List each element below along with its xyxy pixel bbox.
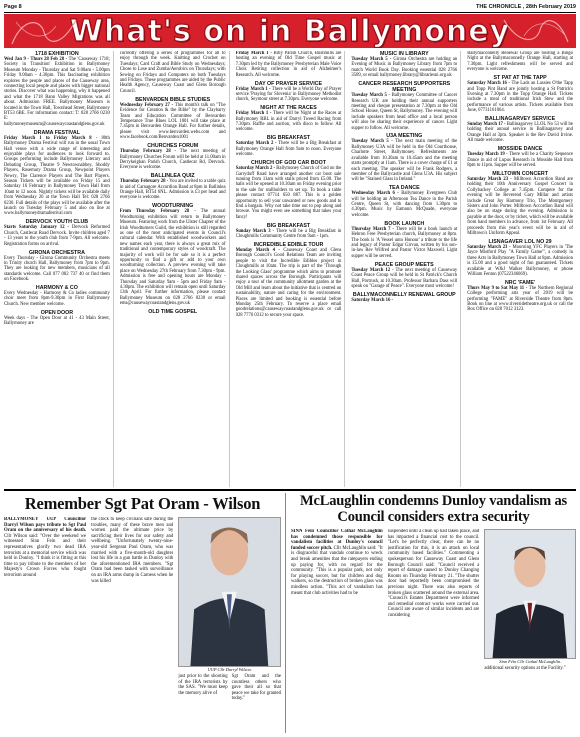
events-column — [236, 51, 346, 487]
event-date: Sunday March 17 - — [467, 122, 506, 128]
event-body: There will be a Charity Sequence Dance in aid of Lupus Research in Mosside Hall from 8pm to 11pm. Supper will be served. — [467, 152, 573, 168]
event-title: INCREDIBLE EDIBLE TOUR — [253, 241, 324, 248]
event-item — [467, 239, 573, 277]
story-headline: McLaughlin condemns Dunloy vandalism as Council considers extra security — [300, 493, 567, 525]
event-title: ST PAT AT THE TAPP — [493, 75, 547, 82]
event-title: MOSSIDE DANCE — [497, 146, 543, 153]
event-date: Starts Saturday January 12 - — [4, 225, 70, 231]
event-title: BALLINAGARVEY SERVICE — [485, 116, 556, 123]
event-date: From Thursday February 28 - — [119, 209, 196, 215]
event-text — [236, 87, 342, 103]
story-text: additional security options at the Facility." — [484, 666, 566, 671]
story-text: suspended until a clean up had taken place, and has impacted a financial cost to the council. "Let's be perfectly clear, there can be no justification for this, it is an attack on local community based facilities." Commenting a spokesperson for Causeway Coast and Glens Borough Council said: "Council received a report of damage caused to Dunloy Changing Rooms on Thursday February 21. "The shutter door had reportedly been compromised the previous night. There was also reports of broken glass scattered around the external area. "Council's Estates Department were informed and remedial contract works were carried out. Council are aware of similar incidents and are considering — [387, 529, 480, 618]
story-divider — [285, 493, 286, 733]
event-date: Wednesday February 27 - — [119, 102, 174, 108]
story-text: Cllr McLaughlin said: "It is disgraceful that vandals continue to wreck and break amenities that the ratepayers ending up paying for, with no regard for the community. "This is a popular park, not only for playing soccer, but for children and dog walkers, so the destruction of broken glass was mindless action. "This act of vandalism has meant that club activities had to be — [291, 545, 383, 596]
event-body: Girona Orchestra are holding an Evening of Music in Ballymoney Library from 7pm to match World Book Day. Booking essential 028 2766 3589, or email ballymoney.library@librariesni.org.uk — [351, 57, 458, 79]
event-title: NIGHT AT THE RACES — [260, 105, 317, 112]
event-text — [236, 111, 342, 133]
event-text — [4, 136, 110, 217]
event-item — [4, 310, 110, 327]
story-lead: SINN Féin Councillor Cathal McLaughlin has condemned those responsible for vandalism facilities at Dunloy's council funded soccer pitch. — [291, 529, 383, 551]
event-item — [236, 105, 342, 133]
story-text: Cllr Wilson said: "Over the weekend we witnessed Sinn Fein and their representatives glorify two dead IRA terrorists at a memorial service which was held in Dunloy. "I think it is fitting at this time to pay tribute to the members of her Majesty's Crown Forces who fought terrorism around — [4, 533, 87, 578]
event-text — [120, 179, 226, 201]
event-body: Every Thursday - Girona Community Orchestra meets in Trinity church Hall, Ballymoney from 7pm to 9pm. They are looking for new members, musicians of all standards welcome. Call 077 082 737 40 or find them on Facebook. — [4, 255, 110, 283]
event-date: Saturday March 2 - — [235, 141, 277, 147]
event-body: You are invited to a table quiz in aid of Carnagore Accordion Band at 8pm in Ballinlea Orange Hall, BT54 6NL. Admission is £3 per head and everyone is welcome. — [119, 179, 226, 201]
event-item — [467, 280, 573, 313]
story-column — [291, 529, 383, 725]
event-title: BOOK LAUNCH — [384, 220, 425, 227]
events-listing — [4, 51, 576, 487]
events-column — [467, 51, 576, 487]
event-body: The Lads an Lassies O'the Tapp and Topp Pint Band are jointly hosting a St Patrick's Evening at 7.30pm in the Topp Orange Hall. Tickets include a meal of traditional Irish Stew and the performance of various artists. Tickets available from June, 07731161064. — [467, 81, 573, 114]
event-text — [4, 57, 110, 127]
event-item — [351, 262, 457, 290]
event-title: LISNAGAVER LOL NO 29 — [488, 238, 552, 245]
event-item — [236, 51, 342, 78]
event-body: There will be a World Day of Prayer service 'Praying for Slovenia' in Ballymoney Methodist church, Seymour street at 7.30pm. Everyone welcome. — [235, 86, 342, 103]
event-title: BALLINLEA QUIZ — [150, 173, 195, 180]
event-item — [236, 135, 342, 157]
event-title: OPEN DOOR — [40, 309, 74, 316]
event-text — [467, 286, 573, 313]
event-title: BIG BREAKFAST — [266, 222, 311, 229]
event-body: The 'Causeway 1718; Society in Transition' Exhibition in Ballymoney Museum Monday - Thursday and Sat 9.00am - 5.00pm Friday 9.00am - 4.30pm. This fascinating exhibition explores the people and places of the Causeway area, connecting local people and places with bigger national stories. Discover what was happening, why it happened and what the 1718 Bann Valley Migrations was all about. Admission FREE. Ballymoney Museum is located in the Town Hall, Townhead Street, Ballymoney BT53 6BE. For information contact: T: 028 2766 0230 E: ballymoneymuseum@causewaycoastandglens.gov.uk — [4, 57, 110, 127]
event-date: Friday March 1 to Friday March 8 — [4, 135, 92, 141]
event-text — [120, 103, 226, 141]
events-column — [351, 51, 461, 487]
story-photo-column — [178, 517, 281, 729]
event-body: currently offering a series of programmes for all to enjoy through the week. Knitting and Crochet on Tuesdays; Card Craft and Bible Study on Wednesdays; Chose to Lose and Zumba/Aerobics on Thursdays; with Sewing on Fridays and Computers on both Tuesdays and Fridays. These programmes are aided by the Public Health Agency, Causeway Coast and Glens Borough Council. — [119, 51, 226, 94]
story-text: just prior to the shooting of the IRA terrorists by the SAS. "We must keep the memory alive of — [178, 674, 228, 696]
event-title: DRAMA FESTIVAL — [33, 129, 80, 136]
event-item — [351, 133, 457, 182]
event-body: Ballymoney Evergreen Club will be holding an Afternoon Tea Dance in the Parish Centre, Queen St, with dancing from 1.30pm to 4.30pm. Music by Eamonn McQuade, everyone welcome. — [351, 191, 458, 218]
event-text — [467, 152, 573, 168]
event-date: Monday March 4 - — [235, 247, 280, 253]
story-column — [4, 517, 86, 729]
event-body: The next meeting of Ballymoney Churches Forum will be held at 11.00am in Derrykeighan Parish Church, Castlecat Rd, Dervock. Everyone is welcome. — [119, 149, 226, 171]
event-body: This month's talk on "The Evidence for Creation & the Bible" by the Claybarry Team and Education Committee of Benvarden Temperance True Blues LOL 1001 will take place at 7.45pm in Benvarden Orange Hall. For further details, please visit www.benvarden.webs.com and www.facebook.com/Benvarden1001 — [119, 102, 226, 141]
event-body: The annual Woodturning exhibition will return to Ballymoney Museum. Featuring work from the Ulster Chapter of the Irish Woodturners Guild, the exhibition is still regarded as one of the most anticipated events in Council's cultural calendar. With established woodworkers and new names each year, there is always a great mix of traditional and contemporary styles of woodcraft. The majority of work will be for sale so it is a perfect opportunity to find a gift or add to your own woodturning collection. A preview evening will take place on Wednesday 27th February from 7.30pm - 9pm. Admission is free and opening hours are Monday - Thursday and Saturday 9am - 5pm and Friday 9am - 4.30pm. The exhibition will remain open until Saturday 13th April. For further information, please contact Ballymoney Museum on 028 2766 0230 or email ems@causewaycoastandglens.gov.uk — [119, 209, 226, 307]
event-body: Dervock Reformed Church, Castlecat Road Dervock. Invite children aged 7 - 13 years to the youth club from 7-9pm. All welcome. Registration forms on arrival. — [4, 225, 110, 247]
event-item — [351, 292, 457, 303]
event-item — [4, 285, 110, 307]
event-text — [467, 245, 573, 277]
event-item — [236, 81, 342, 103]
story-lead: BALLYMONEY UUP Councillor Darryl Wilson pays tribute to Sgt Paul Oram on the anniversary of his death. — [4, 517, 87, 534]
event-title: HARMONY & CO — [35, 285, 78, 292]
event-title: WOODTURNING — [152, 203, 194, 210]
event-date: Tuesday March 5 - — [351, 93, 390, 99]
event-title: DAY OF PRAYER SERVICE — [254, 80, 323, 87]
event-date: Thursday March 7 - — [351, 226, 394, 232]
event-item — [4, 51, 110, 127]
event-text — [236, 141, 342, 157]
event-body: Milltown Accordion Band are holding their 10th Anniversary Gospel Concert in Collybackey College at 7.45pm. Compere for the evening will be Reverend Gary Millar and artists include Great Joy Harmony Trio, The Montgomery Sisters and John Porter. Milltown Accordion Band will also be on stage during the evening. Admission is payable at the door, or by ticket, which will be available from band members in advance, from 1st February. All proceeds from this year's event will be in aid of Milltown's Uniform Appeal. — [467, 176, 573, 236]
section-rule — [4, 489, 576, 491]
event-title: CHURCH OF GOD CAR BOOT — [250, 160, 327, 167]
event-item — [351, 221, 457, 259]
event-item — [120, 143, 226, 171]
event-title: OLD TIME GOSPEL — [148, 309, 198, 316]
event-title: NRC 'FAME' — [504, 279, 536, 286]
event-text — [467, 177, 573, 236]
event-date: Tuesday March 19 - — [467, 152, 508, 158]
event-item — [236, 242, 342, 318]
event-title: GIRONA ORCHESTRA — [28, 249, 85, 256]
event-item — [4, 130, 110, 217]
event-body: Billy Parish Church, Bushmills are hosting an evening of Old Time Gospel music at 7.30pm led by the Ballymoney Presbyterian Male Voice Choir. Retiring collection in aid of Alzheimer's Research. All welcome. — [235, 51, 342, 78]
event-item — [236, 160, 342, 220]
event-body: The Northern Regional College performing arts year of 2019 will be performing "FAME" at Riverside Theatre from 8pm. Book on line at www.riversidetheatre.org.uk or call the Box Office on 028 7012 3123. — [467, 285, 573, 313]
event-body: Ballymaconnelly Renewal Group are hosting a Bingo Night at the Ballymaconnelly Orange Hall, starting at 7.30pm. Light refreshments will be served and everyone is welcome. — [467, 51, 573, 73]
event-text — [467, 81, 573, 113]
event-text — [4, 316, 110, 327]
event-text — [467, 51, 573, 73]
event-text — [120, 51, 226, 94]
event-text — [4, 225, 110, 247]
events-column — [4, 51, 114, 487]
event-date: Friday March 1 - — [235, 51, 272, 56]
event-title: U3A MEETING — [386, 133, 423, 140]
story-wilson — [4, 493, 281, 733]
event-item — [120, 173, 226, 201]
page-header — [4, 2, 576, 12]
decorative-swirl-icon — [500, 14, 570, 48]
event-text — [351, 57, 457, 79]
event-item — [120, 309, 226, 315]
paper-label: THE CHRONICLE , 28th February 2019 — [476, 4, 576, 10]
event-text — [4, 256, 110, 283]
event-date: Wednesday March 6 - — [351, 191, 399, 197]
event-body: The next main meeting of the Ballymoney U3A will be held in the Old Courthouse, Charlotte Street, Ballymoney. Refreshments are available from 10.30am to 10.45am and the meeting starts promptly at 11am. There is a cover charge of £1 at each meeting. The speaker will be Frank Rodgers, a member of the Ballycastle and Glens U3A. His subject will be "Stained Glass in Ireland." — [351, 139, 458, 183]
event-item — [467, 146, 573, 168]
event-text — [4, 291, 110, 307]
event-item — [351, 185, 457, 218]
event-item — [4, 219, 110, 247]
events-column — [120, 51, 230, 487]
event-title: DERVOCK YOUTH CLUB — [25, 219, 89, 226]
event-text — [120, 209, 226, 306]
story-photo-column — [484, 529, 576, 725]
event-item — [120, 51, 226, 94]
event-text — [467, 122, 573, 144]
story-column — [91, 517, 173, 729]
header-rule — [4, 12, 576, 13]
event-title: TEA DANCE — [388, 185, 420, 192]
event-date: Friday March 1 - — [235, 86, 271, 92]
event-title: 1718 EXHIBITION — [35, 51, 79, 57]
photo-caption: UUP Cllr Darryl Wilson. — [207, 667, 252, 672]
event-text — [236, 248, 342, 318]
event-body: Ballymoney Church of God on the Garryduff Road have arranged another car boot sale running from 11am with stalls priced from £5.00. The halls will be opened at 10.30am on Friday evening prior to the sale for stallholders to set up. To book a table please contact 07714 650 887. This is a golden opportunity to sell your unwanted or new goods and to find a bargain. Why not take time out to pop along and browse. You might even see something that takes your fancy! — [235, 166, 342, 220]
event-text — [236, 51, 342, 78]
event-body: The next meeting of Causeway Coast Peace Group will be held in St Patrick's Church Hall, Portrush, at 10.30am. Professor Barbara Dass will speak on "Garage of Peace". Everyone most welcome! — [351, 267, 458, 289]
event-date: Tuesday March 12 - — [351, 267, 394, 273]
banner-title: What's on in Ballymoney — [69, 14, 511, 48]
event-date: Saturday March 16 - — [467, 81, 511, 87]
page-number: Page 8 — [4, 4, 22, 10]
event-title: BALLYMACONNELLY RENEWAL GROUP — [352, 291, 456, 298]
event-text — [351, 191, 457, 218]
councillor-photo — [484, 529, 576, 659]
event-item — [467, 75, 573, 113]
event-body: There will be a book launch at Hebron Free Presbyterian church, Ballymoney at 8pm. The book is 'A Vessel unto Honour' a tribute to the life and legacy of Pastor Edgar Girvan, written by his son-in-law Rev Wilfred and Pastor Victor Maxwell. Light supper will be served. — [351, 226, 458, 259]
event-body: Week days - The Open Door at 41 - 43 Main Street, Ballymoney are — [4, 315, 110, 327]
event-item — [4, 250, 110, 283]
event-text — [351, 139, 457, 182]
event-body: - 80th Ballymoney Drama Festival will run in the usual Town Hall venue with a wide range of interesting and enjoyable plays for audiences to look forward to. Groups performing include Ballymoney Literary and Debating Group, Theatre 9 Newtownabbey, Shoddy Players, Rosemary Drama Group, Newpoint Players Newry, The Clarence Players and The Bart Players. Season Tickets will be available on Friday 15 and Saturday 16 February in Ballymoney Town Hall from 10am to 12 noon. Nightly tickets will be available daily from Wednesday 20 at the Town Hall Tel: 028 2766 0230. Full details of the plays will be available after the launch on Tuesday February 5 and also on line at www.ballymoneydramafestival.com — [4, 135, 110, 217]
event-text — [120, 149, 226, 171]
event-text — [351, 227, 457, 259]
event-item — [236, 223, 342, 240]
event-title: PEACE GROUP MEETS — [374, 261, 434, 268]
event-item — [351, 51, 457, 79]
event-date: Tuesday March 5 - — [351, 57, 392, 62]
event-date: Saturday March 23 - — [467, 244, 511, 250]
event-item — [120, 97, 226, 141]
event-date: Friday March 1 - — [235, 111, 272, 117]
whats-on-banner — [4, 14, 576, 48]
event-body: Causeway Coast and Glens Borough Council's Good Relations Team are inviting people to visit the Incredible Edibles project in Cloughmills at 10am. The trip is part of the 'Through the Looking Glass' programme which aims to promote shared spaces across the Borough. Participants will enjoy a tour of the community allotment garden at the Old Mill and learn about the initiative that is centred on sustainability, nature and caring for the environment. Places are limited and booking is essential before Monday 25th February. To reserve a place email goodrelations@causewaycoastandglens.gov.uk or call 028 7776 0312 to secure your space. — [235, 247, 342, 318]
event-text — [351, 298, 457, 303]
story-mclaughlin — [291, 493, 576, 733]
event-body: There will be a Big Breakfast at Ballymoney Orange Hall from 9am to noon. Everyone welcome. — [235, 141, 342, 158]
event-body: Ballinagarvey LLOL No 53 will be holding their annual service in Ballinagarvey and Orange Hall at 3pm. Speaker is the Rev David Irvine. All made welcome. — [467, 122, 573, 144]
event-body: There will be a Big Breakfast in Cloughmills Community Centre from 9am - 1pm. — [235, 228, 342, 240]
event-date: Thursday February 28 - — [119, 179, 169, 185]
photo-caption: Sinn Féin Cllr Cathal McLaughlin. — [499, 659, 562, 664]
story-column — [388, 529, 480, 725]
event-date: Saturday March 2 - — [235, 166, 276, 172]
event-item — [351, 81, 457, 131]
story-text: Sgt Oram and the countless others who gave their all so that peace we take for granted today." — [231, 674, 281, 702]
event-date: Thursday February 28 - — [119, 149, 177, 155]
event-date: Saturday March 16 - — [351, 297, 394, 303]
event-item — [467, 51, 573, 73]
event-body: There will be Night at the Races at Ballymoney RBL in aid of Darryl Tweed Racing from 7.30pm. Raffle and auction, with disco to follow. All welcome. — [235, 111, 342, 133]
event-item — [120, 203, 226, 306]
event-body: Ballymoney Committee of Cancer Research UK are holding their annual supporters meeting and cheque presentation at 7.30pm at the Old School House, Queen St, Ballymoney. The evening will include speakers from head office and a local person will also be sharing their experience of cancer. Light supper to follow. All welcome. — [351, 93, 458, 131]
event-title: BIG BREAKFAST — [266, 135, 311, 142]
event-item — [467, 171, 573, 236]
event-title: MILLTOWN CONCERT — [492, 170, 548, 177]
event-title: CANCER RESEARCH SUPPORTERS MEETING — [358, 81, 451, 94]
councillor-photo — [178, 517, 281, 667]
story-headline: Remember Sgt Pat Oram - Wilson — [24, 494, 261, 513]
event-date: Sunday March 3 - — [235, 228, 275, 234]
event-title: BENVARDEN BIBLE STUDIES — [135, 96, 211, 103]
event-text — [236, 166, 342, 220]
decorative-swirl-icon — [10, 14, 80, 48]
event-body: Mourning YFC Players in 'The Jayce Mistford Play "A Family Game"', a comedy in three Acts in Ballymoney Town Hall at 8pm. Admission is £5.00 and a good night of fun guaranteed. Tickets available at W&J Walker Ballymoney, or phone William Fenton (07522346669). — [467, 244, 573, 277]
event-item — [467, 116, 573, 144]
event-text — [351, 268, 457, 290]
event-body: Every Wednesday - Harmony & Co ladies community choir meet from 8pm-9.30pm in First Ballymoney Church. New member welcome. — [4, 291, 110, 307]
event-date: Wed Jan 9 - Thurs 28 Feb 28 - — [4, 57, 68, 62]
event-date: Tuesday March 5 - — [351, 139, 393, 145]
event-title: MUSIC IN LIBRARY — [379, 51, 429, 57]
event-date: Thurs May 9 to Sat May 11 - — [467, 285, 528, 291]
event-text — [236, 229, 342, 240]
event-date: Saturday March 23 - — [467, 176, 512, 182]
event-title: CHURCHES FORUM — [147, 143, 199, 150]
event-text — [351, 93, 457, 131]
story-text: the clock to keep civilians safe during the troubles, many of these brave men and women paid the ultimate price by sacrificing their lives for our safety and wellbeing. "Unfortunately twenty-nine-year-old Sergeant Paul Oram, who was married with a five-month-old daughter lost his life in a gun battle in Dunloy with the aforementioned IRA members. "Sgt Oram had been tasked with surveillance on an IRA arms dump in Carness when he was killed — [91, 517, 174, 584]
